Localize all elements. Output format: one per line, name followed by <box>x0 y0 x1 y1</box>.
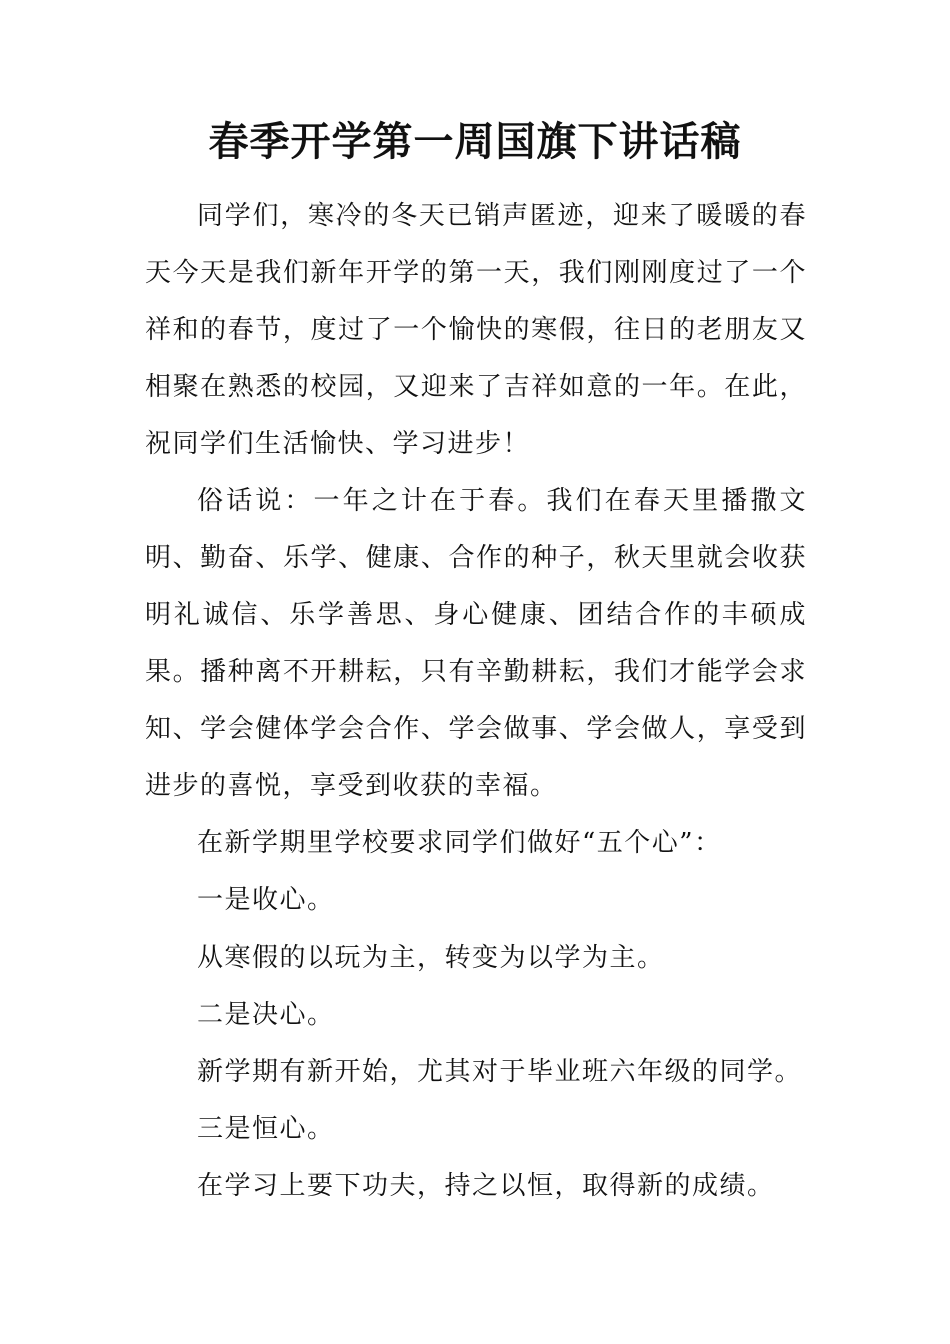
paragraph: 同学们，寒冷的冬天已销声匿迹，迎来了暖暖的春天今天是我们新年开学的第一天，我们刚刚度过了一个祥和的春节，度过了一个愉快的寒假，往日的老朋友又相聚在熟悉的校园，又迎来了吉祥如意的一年。在此，祝同学们生活愉快、学习进步！ <box>145 201 807 459</box>
text-line: 从寒假的以玩为主，转变为以学为主。 <box>197 943 665 973</box>
paragraph: 俗话说：一年之计在于春。我们在春天里播撒文明、勤奋、乐学、健康、合作的种子，秋天里就会收获明礼诚信、乐学善思、身心健康、团结合作的丰硕成果。播种离不开耕耘，只有辛勤耕耘，我们才能学会求知、学会健体学会合作、学会做事、学会做人，享受到进步的喜悦，享受到收获的幸福。 <box>145 486 807 801</box>
document-title: 春季开学第一周国旗下讲话稿 <box>208 119 742 165</box>
text-line: 二是决心。 <box>197 1000 335 1030</box>
text-line: 在新学期里学校要求同学们做好“五个心”： <box>197 828 722 858</box>
text-line: 一是收心。 <box>197 885 335 915</box>
text-line: 新学期有新开始，尤其对于毕业班六年级的同学。 <box>197 1057 803 1087</box>
paragraph-1-block <box>145 188 807 473</box>
text-line: 三是恒心。 <box>197 1114 335 1144</box>
paragraph-2-block <box>145 473 807 815</box>
text-line: 在学习上要下功夫，持之以恒，取得新的成绩。 <box>197 1171 775 1201</box>
